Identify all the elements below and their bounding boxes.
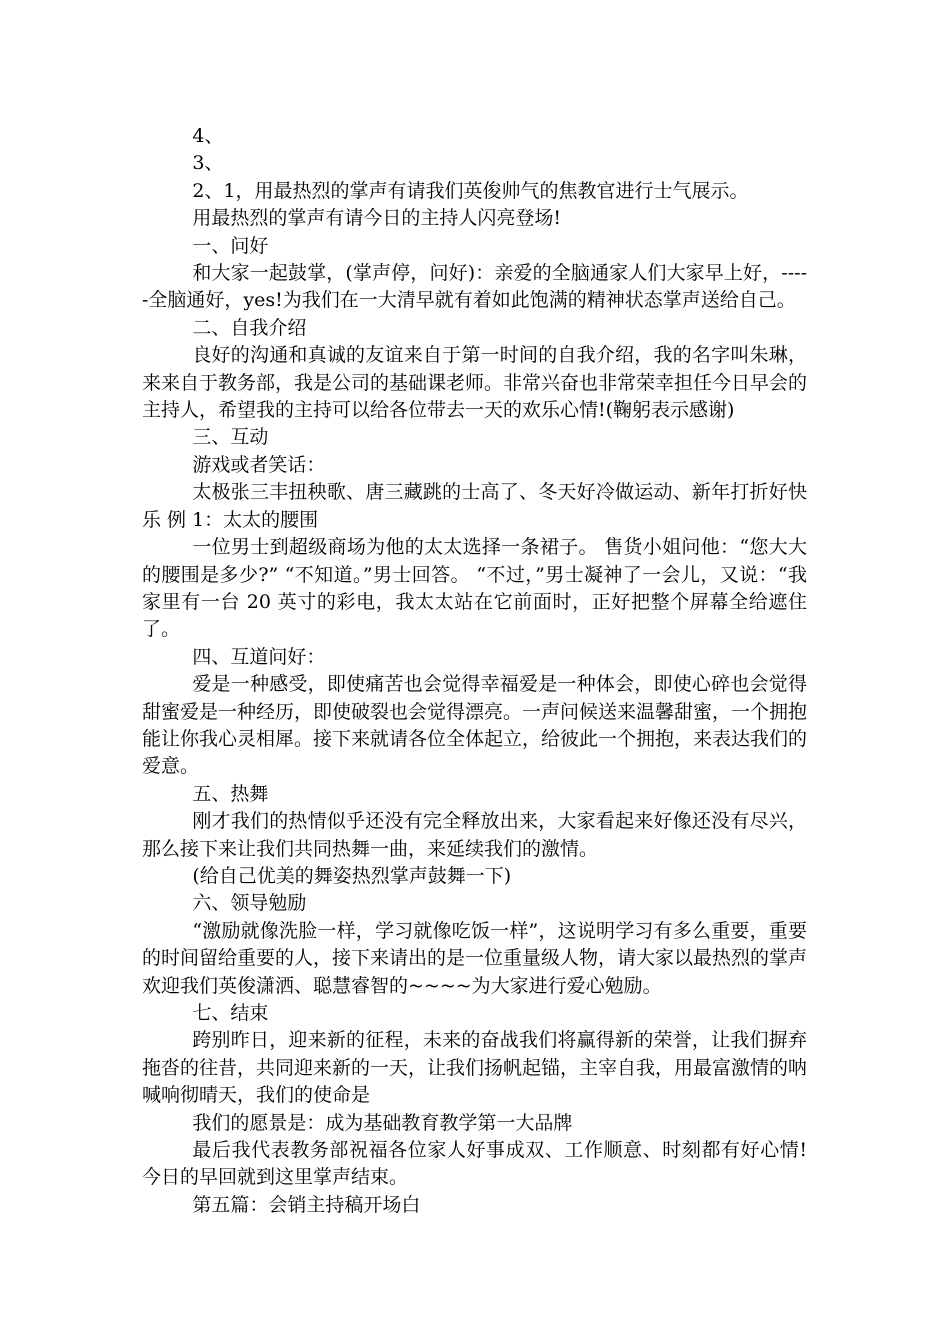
paragraph: “激励就像洗脸一样，学习就像吃饭一样”，这说明学习有多么重要，重要的时间留给重要的人，接下来请出的是一位重量级人物，请大家以最热烈的掌声欢迎我们英俊潇洒、聪慧睿智的~~~~为大家进行爱心勉励。: [142, 919, 808, 997]
paragraph: 刚才我们的热情似乎还没有完全释放出来，大家看起来好像还没有尽兴，那么接下来让我们共同热舞一曲，来延续我们的激情。: [142, 810, 807, 860]
section-heading: 第五篇：会销主持稿开场白: [192, 1193, 421, 1216]
paragraph: 良好的沟通和真诚的友谊来自于第一时间的自我介绍，我的名字叫朱琳，来来自于教务部，我是公司的基础课老师。非常兴奋也非常荣幸担任今日早会的主持人，希望我的主持可以给各位带去一天的欢乐心情!(鞠躬表示感谢): [142, 344, 808, 422]
section-heading: 二、自我介绍: [192, 316, 307, 339]
paragraph: 游戏或者笑话：: [192, 453, 326, 476]
paragraph: 3、: [192, 152, 224, 175]
paragraph: 太极张三丰扭秧歌、唐三藏跳的士高了、冬天好冷做运动、新年打折好快乐 例 1：太太的腰围: [142, 481, 807, 531]
paragraph: 最后我代表教务部祝福各位家人好事成双、工作顺意、时刻都有好心情! 今日的早回就到这里掌声结束。: [142, 1139, 807, 1189]
paragraph: 4、: [192, 125, 224, 147]
paragraph: 2、1，用最热烈的掌声有请我们英俊帅气的焦教官进行士气展示。: [192, 179, 749, 202]
paragraph: 和大家一起鼓掌，(掌声停，问好)：亲爱的全脑通家人们大家早上好，-----全脑通好，yes!为我们在一大清早就有着如此饱满的精神状态掌声送给自己。: [142, 262, 807, 312]
paragraph: 跨别昨日，迎来新的征程，未来的奋战我们将赢得新的荣誉，让我们摒弃拖沓的往昔，共同迎来新的一天，让我们扬帆起锚，主宰自我，用最富激情的呐喊响彻晴天，我们的使命是: [142, 1029, 808, 1107]
section-heading: 五、热舞: [192, 782, 269, 805]
section-heading: 三、互动: [192, 426, 269, 449]
paragraph: 爱是一种感受，即使痛苦也会觉得幸福爱是一种体会，即使心碎也会觉得甜蜜爱是一种经历，即使破裂也会觉得漂亮。一声问候送来温馨甜蜜，一个拥抱能让你我心灵相犀。接下来就请各位全体起立，给彼此一个拥抱，来表达我们的爱意。: [142, 673, 808, 778]
paragraph: 用最热烈的掌声有请今日的主持人闪亮登场!: [192, 207, 561, 230]
section-heading: 一、问好: [192, 234, 269, 257]
section-heading: 七、结束: [192, 1002, 269, 1024]
section-heading: 四、互道问好：: [192, 645, 326, 668]
section-heading: 六、领导勉励: [192, 892, 307, 915]
document-body: [142, 123, 807, 1219]
paragraph: 一位男士到超级商场为他的太太选择一条裙子。 售货小姐问他：“您大大的腰围是多少?” “不知道。”男士回答。 “不过，”男士凝神了一会儿，又说：“我家里有一台 20 英寸的彩电，我太太站在它前面时，正好把整个屏幕全给遮住了。: [142, 536, 807, 641]
paragraph: (给自己优美的舞姿热烈掌声鼓舞一下): [192, 864, 512, 887]
paragraph: 我们的愿景是：成为基础教育教学第一大品牌: [192, 1111, 573, 1134]
